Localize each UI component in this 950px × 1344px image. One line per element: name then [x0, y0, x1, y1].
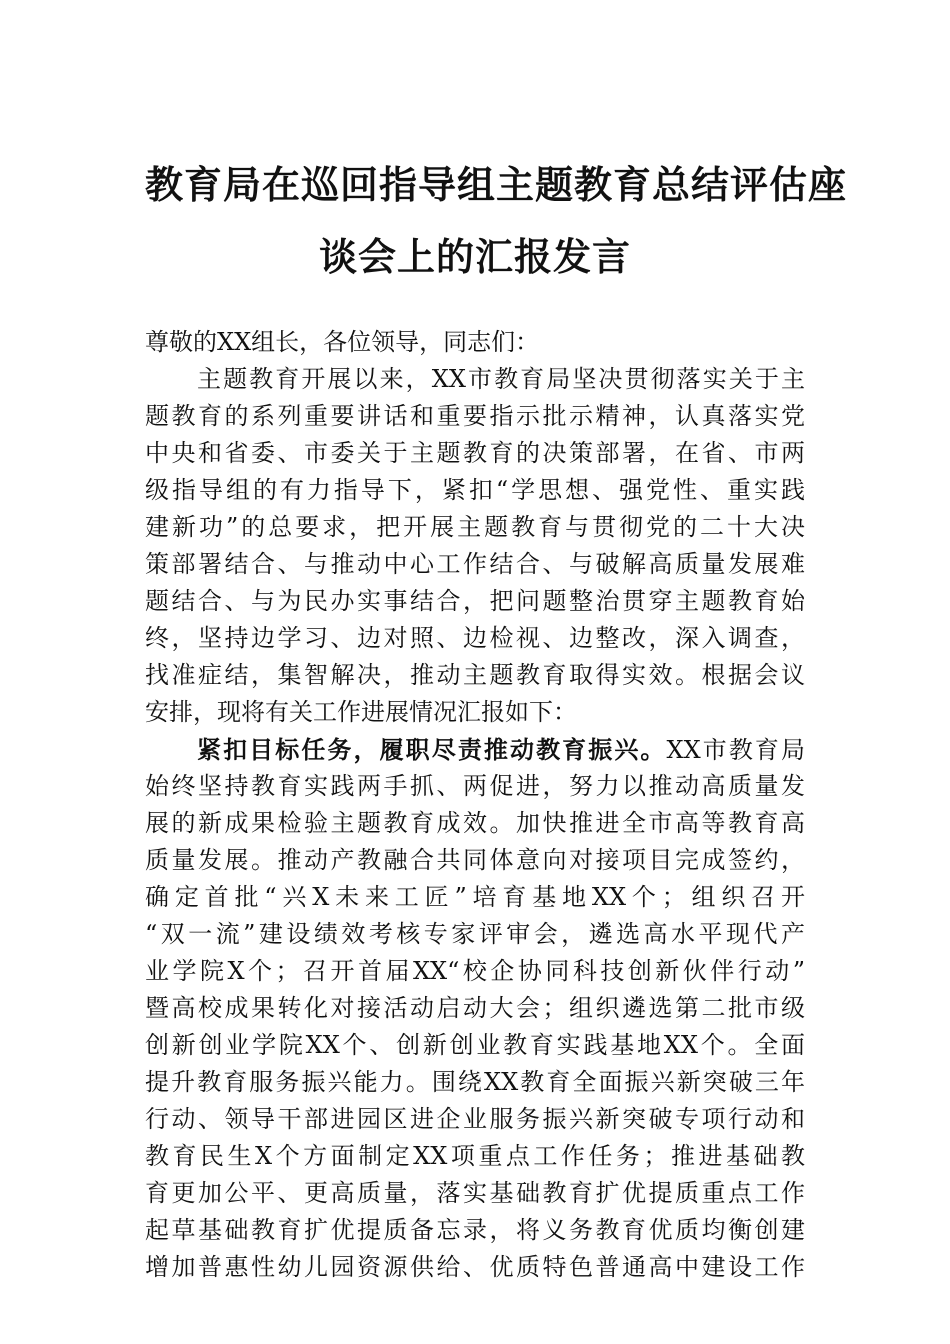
paragraph-line: 主题教育开展以来，XX市教育局坚决贯彻落实关于主: [197, 365, 805, 393]
paragraph-2: [145, 731, 805, 1286]
paragraph-line: 中央和省委、市委关于主题教育的决策部署，在省、市两: [145, 439, 805, 467]
paragraph-line: 策部署结合、与推动中心工作结合、与破解高质量发展难: [145, 550, 805, 578]
paragraph-line: 题结合、与为民办实事结合，把问题整治贯穿主题教育始: [145, 587, 805, 615]
paragraph-line: 展的新成果检验主题教育成效。加快推进全市高等教育高: [145, 809, 805, 837]
paragraph-line: 建新功”的总要求，把开展主题教育与贯彻党的二十大决: [145, 513, 805, 541]
paragraph-line: 教育民生X个方面制定XX项重点工作任务；推进基础教: [145, 1142, 805, 1170]
paragraph-line: 暨高校成果转化对接活动启动大会；组织遴选第二批市级: [145, 994, 805, 1022]
paragraph-line: 提升教育服务振兴能力。围绕XX教育全面振兴新突破三年: [145, 1068, 805, 1096]
salutation: 尊敬的XX组长，各位领导，同志们：: [145, 328, 540, 356]
document-title-line-2: 谈会上的汇报发言: [318, 234, 631, 279]
paragraph-line: 找准症结，集智解决，推动主题教育取得实效。根据会议: [145, 661, 805, 689]
paragraph-line: 业学院X个；召开首届XX“校企协同科技创新伙伴行动”: [145, 957, 805, 985]
paragraph-line: 行动、领导干部进园区进企业服务振兴新突破专项行动和: [145, 1105, 805, 1133]
paragraph-line: 确定首批“兴X未来工匠”培育基地XX个；组织召开: [145, 883, 805, 911]
paragraph-line: 创新创业学院XX个、创新创业教育实践基地XX个。全面: [145, 1031, 805, 1059]
paragraph-line: 育更加公平、更高质量，落实基础教育扩优提质重点工作: [145, 1179, 805, 1207]
document-body: [145, 324, 805, 1286]
section-heading: 紧扣目标任务，履职尽责推动教育振兴。: [197, 735, 667, 764]
paragraph-line: 增加普惠性幼儿园资源供给、优质特色普通高中建设工作: [145, 1253, 805, 1281]
paragraph-line: “双一流”建设绩效考核专家评审会，遴选高水平现代产: [145, 920, 805, 948]
paragraph-text: XX市教育局: [666, 736, 806, 764]
paragraph-line: 起草基础教育扩优提质备忘录，将义务教育优质均衡创建: [145, 1216, 805, 1244]
paragraph-line: 安排，现将有关工作进展情况汇报如下：: [145, 698, 577, 726]
paragraph-line: 题教育的系列重要讲话和重要指示批示精神，认真落实党: [145, 402, 805, 430]
paragraph-line: 终，坚持边学习、边对照、边检视、边整改，深入调查，: [145, 624, 805, 652]
paragraph-line: 始终坚持教育实践两手抓、两促进，努力以推动高质量发: [145, 772, 805, 800]
paragraph-line: [145, 731, 805, 768]
paragraph-1: [145, 361, 805, 731]
document-title-line-1: 教育局在巡回指导组主题教育总结评估座: [145, 162, 848, 207]
paragraph-line: 质量发展。推动产教融合共同体意向对接项目完成签约，: [145, 846, 805, 874]
paragraph-line: 级指导组的有力指导下，紧扣“学思想、强党性、重实践: [145, 476, 805, 504]
